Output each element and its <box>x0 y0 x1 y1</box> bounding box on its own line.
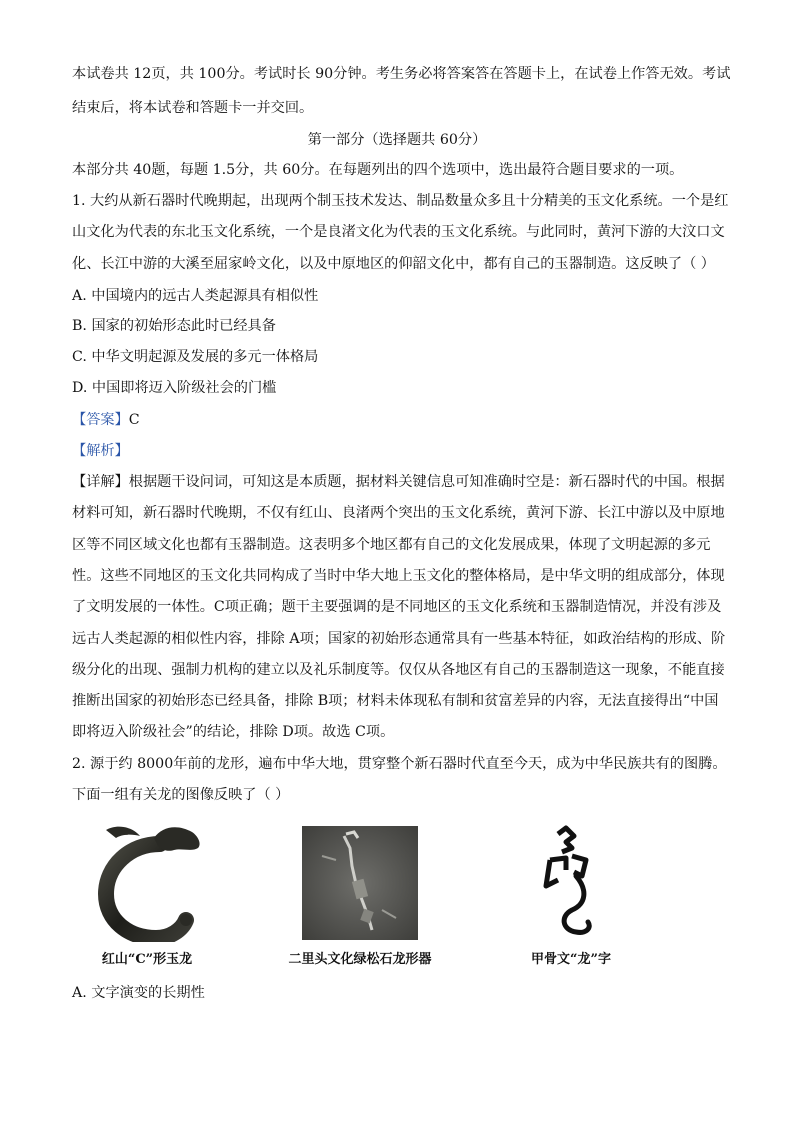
q1-option-a: A. 中国境内的远古人类起源具有相似性 <box>72 288 319 304</box>
detail-line-1 <box>72 472 725 492</box>
analysis-bracket-open: 【 <box>72 443 87 459</box>
turquoise-dragon-image <box>302 826 418 940</box>
jade-dragon-image <box>82 822 212 942</box>
section-title: 第一部分（选择题共 60分） <box>307 132 487 148</box>
detail-line-3: 区等不同区域文化也都有玉器制造。这表明多个地区都有自己的文化发展成果，体现了文明起源的多元 <box>72 537 711 553</box>
caption-oracle-bone-dragon: 甲骨文“龙”字 <box>531 952 611 967</box>
analysis-line <box>72 441 129 461</box>
analysis-label: 解析 <box>86 443 115 459</box>
q2-stem-line-2: 下面一组有关龙的图像反映了（ ） <box>72 787 290 803</box>
q1-option-b: B. 国家的初始形态此时已经具备 <box>72 318 276 334</box>
q2-option-a: A. 文字演变的长期性 <box>72 985 205 1001</box>
detail-label: 详解 <box>86 474 115 490</box>
detail-line-5: 了文明发展的一体性。C项正确；题干主要强调的是不同地区的玉文化系统和玉器制造情况，并没有涉及 <box>72 599 722 615</box>
q1-option-d: D. 中国即将迈入阶级社会的门槛 <box>72 380 277 396</box>
intro-line-2: 结束后，将本试卷和答题卡一并交回。 <box>72 100 314 116</box>
answer-value: C <box>128 412 140 428</box>
q1-stem-line-1: 1. 大约从新石器时代晚期起，出现两个制玉技术发达、制品数量众多且十分精美的玉文化系统。一个是红 <box>72 193 729 209</box>
section-description: 本部分共 40题，每题 1.5分，共 60分。在每题列出的四个选项中，选出最符合题目要求的一项。 <box>72 162 684 178</box>
detail-line-6: 远古人类起源的相似性内容，排除 A项；国家的初始形态通常具有一些基本特征，如政治结构的形成、阶 <box>72 631 726 647</box>
analysis-bracket-close: 】 <box>114 443 129 459</box>
q1-stem-line-3: 化、长江中游的大溪至屈家岭文化，以及中原地区的仰韶文化中，都有自己的玉器制造。这反映了（ ） <box>72 256 715 272</box>
answer-label: 答案 <box>86 412 115 428</box>
oracle-bone-dragon-glyph <box>536 824 606 944</box>
caption-jade-dragon: 红山“C”形玉龙 <box>101 952 193 967</box>
detail-line-4: 性。这些不同地区的玉文化共同构成了当时中华大地上玉文化的整体格局，是中华文明的组成部分，体现 <box>72 568 725 584</box>
detail-line-2: 材料可知，新石器时代晚期，不仅有红山、良渚两个突出的玉文化系统，黄河下游、长江中游以及中原地 <box>72 505 725 521</box>
detail-line-7: 级分化的出现、强制力机构的建立以及礼乐制度等。仅仅从各地区有自己的玉器制造这一现象，不能直接 <box>72 662 725 678</box>
detail-bracket-open: 【 <box>72 474 87 490</box>
answer-bracket-close: 】 <box>114 412 129 428</box>
q2-stem-line-1: 2. 源于约 8000年前的龙形，遍布中华大地，贯穿整个新石器时代直至今天，成为中华民族共有的图腾。 <box>72 756 727 772</box>
q1-stem-line-2: 山文化为代表的东北玉文化系统，一个是良渚文化为代表的玉文化系统。与此同时，黄河下游的大汶口文 <box>72 224 725 240</box>
answer-bracket-open: 【 <box>72 412 87 428</box>
intro-line-1: 本试卷共 12页，共 100分。考试时长 90分钟。考生务必将答案答在答题卡上，在试卷上作答无效。考试 <box>72 66 731 82</box>
caption-turquoise-dragon: 二里头文化绿松石龙形器 <box>288 952 432 967</box>
detail-bracket-close: 】 <box>114 474 129 490</box>
detail-line-8: 推断出国家的初始形态已经具备，排除 B项；材料未体现私有制和贫富差异的内容，无法直接得出“中国 <box>72 693 719 709</box>
answer-line <box>72 410 140 430</box>
q1-option-c: C. 中华文明起源及发展的多元一体格局 <box>72 349 319 365</box>
detail-line-9: 即将迈入阶级社会”的结论，排除 D项。故选 C项。 <box>72 724 395 740</box>
detail-text-1: 根据题干设问词，可知这是本质题，据材料关键信息可知准确时空是：新石器时代的中国。根据 <box>128 474 725 490</box>
